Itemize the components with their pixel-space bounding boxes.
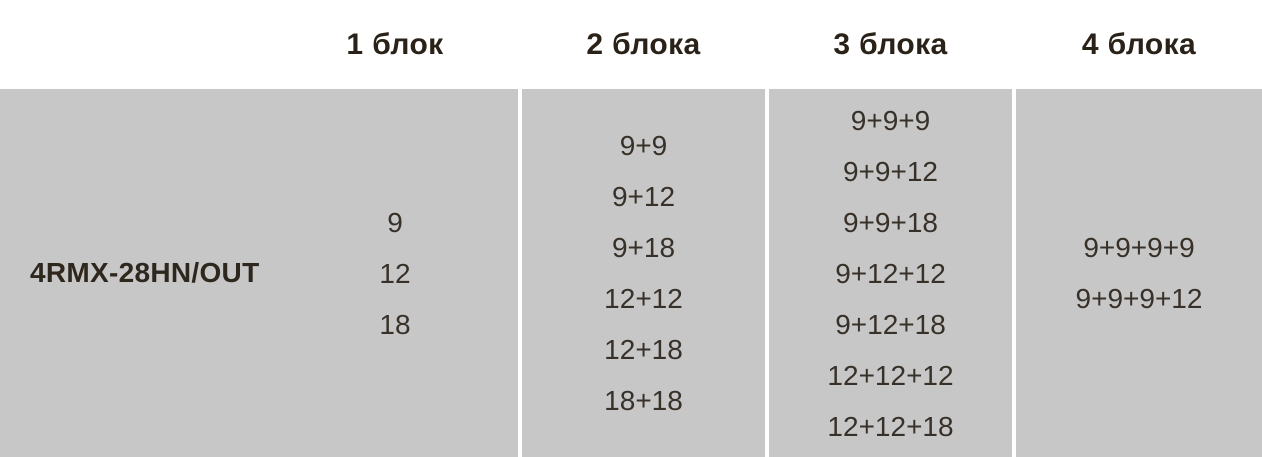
column-header-2-blocks: 2 блока	[586, 27, 701, 61]
capacity-value: 12+12+12	[827, 359, 954, 391]
capacity-value: 18	[379, 308, 411, 340]
capacity-value: 12+12	[604, 283, 683, 314]
capacity-value: 9+9+18	[842, 206, 938, 238]
capacity-value: 12+18	[604, 334, 683, 365]
capacity-value: 9+9+9+12	[1075, 283, 1203, 314]
capacity-value: 9+9+9	[850, 104, 931, 136]
capacity-list-3-blocks	[827, 89, 953, 457]
capacity-value: 12+12+18	[827, 410, 954, 442]
cell-3-blocks	[769, 89, 1012, 457]
capacity-value: 18+18	[604, 385, 683, 416]
cell-2-blocks	[522, 89, 765, 457]
capacity-value: 9+9	[619, 130, 668, 161]
capacity-list-4-blocks	[1076, 89, 1203, 457]
capacity-list-2-blocks	[604, 89, 683, 457]
column-header-4-blocks: 4 блока	[1081, 27, 1197, 61]
header-cell-4-blocks	[1016, 0, 1262, 89]
capacity-value: 9+12	[611, 181, 676, 212]
model-name: 4RMX-28HN/OUT	[30, 257, 260, 288]
header-cell-2-blocks	[522, 0, 765, 89]
header-cell-1-block	[0, 0, 518, 89]
header-cell-3-blocks	[769, 0, 1012, 89]
table-data-row	[0, 89, 1262, 457]
capacity-value: 9+12+18	[835, 308, 946, 340]
cell-4-blocks	[1016, 89, 1262, 457]
table-header-row	[0, 0, 1262, 89]
capacity-value: 9	[387, 206, 403, 238]
cell-model-and-1-block	[0, 89, 518, 457]
capacity-list-1-block	[272, 197, 518, 350]
capacity-value: 9+9+9+9	[1083, 232, 1195, 263]
capacity-value: 9+9+12	[842, 155, 938, 187]
capacity-value: 9+12+12	[835, 257, 946, 289]
capacity-value: 9+18	[611, 232, 676, 263]
column-header-1-block: 1 блок	[346, 27, 444, 61]
column-header-3-blocks: 3 блока	[833, 27, 948, 61]
capacity-value: 12	[379, 257, 411, 289]
